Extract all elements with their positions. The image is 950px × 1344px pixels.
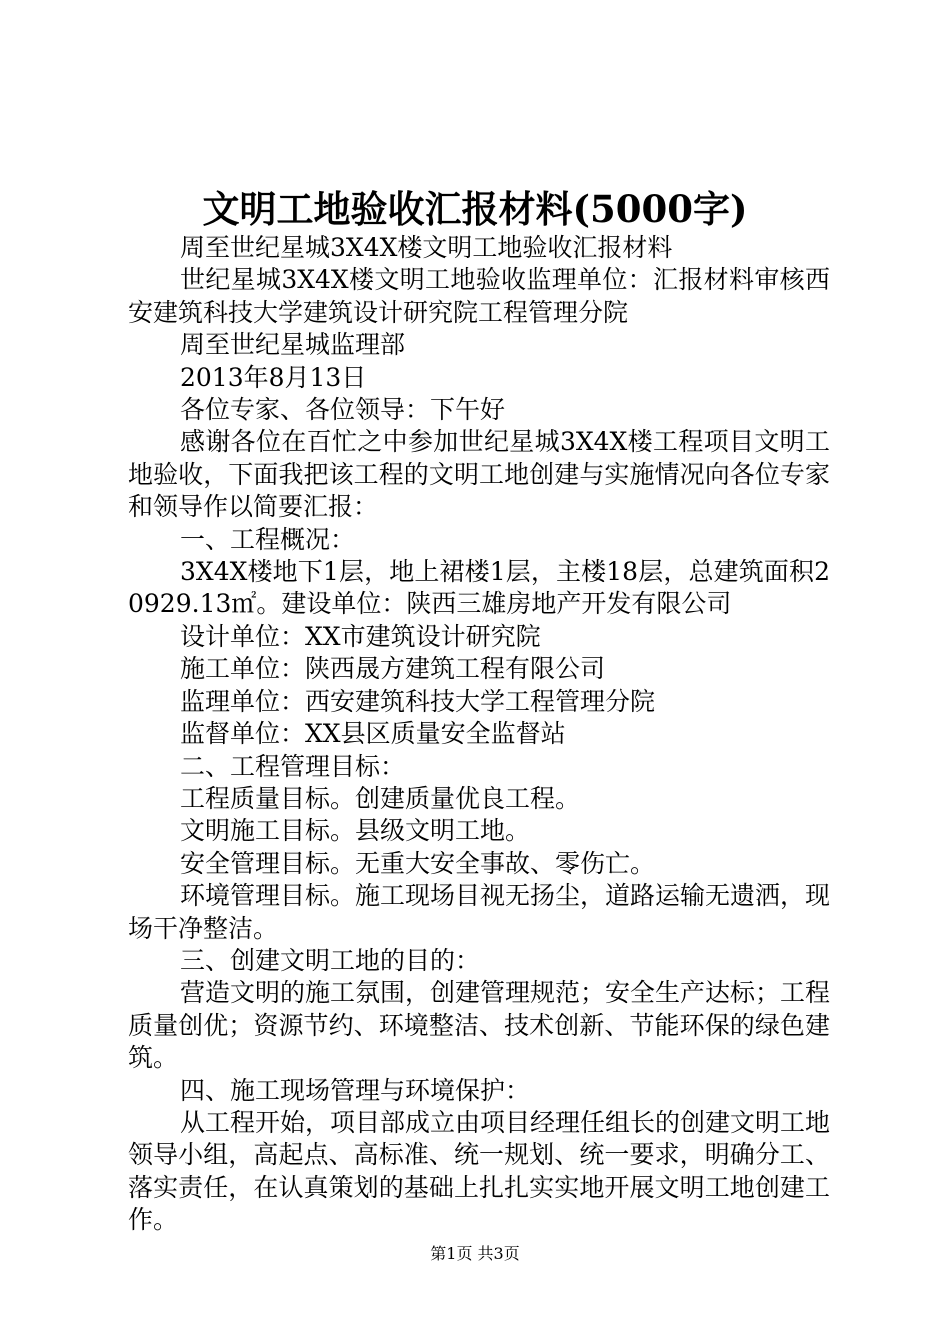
paragraph-date: 2013年8月13日 (180, 362, 367, 392)
page-footer: 第1页 共3页 (430, 1244, 520, 1263)
paragraph-building-info: 3X4X楼地下1层，地上裙楼1层，主楼18层，总建筑面积20929.13㎡。建设单位：陕西三雄房地产开发有限公司 (128, 557, 830, 619)
paragraph-purpose: 营造文明的施工氛围，创建管理规范；安全生产达标；工程质量创优；资源节约、环境整洁、技术创新、节能环保的绿色建筑。 (128, 978, 831, 1073)
paragraph-environment-goal: 环境管理目标。施工现场目视无扬尘，道路运输无遗洒，现场干净整洁。 (128, 881, 831, 943)
section-heading-purpose: 三、创建文明工地的目的： (180, 945, 481, 975)
paragraph-project-name: 周至世纪星城3X4X楼文明工地验收汇报材料 (180, 233, 673, 262)
document-title: 文明工地验收汇报材料(5000字) (202, 187, 748, 231)
paragraph-supervision-unit: 监理单位：西安建筑科技大学工程管理分院 (180, 686, 656, 716)
paragraph-quality-goal: 工程质量目标。创建质量优良工程。 (180, 783, 581, 813)
paragraph-civil-goal: 文明施工目标。县级文明工地。 (180, 816, 531, 846)
section-heading-goals: 二、工程管理目标： (180, 751, 406, 781)
section-heading-site-management: 四、施工现场管理与环境保护： (180, 1075, 531, 1105)
paragraph-site-management: 从工程开始，项目部成立由项目经理任组长的创建文明工地领导小组，高起点、高标准、统一规划、统一要求，明确分工、落实责任，在认真策划的基础上扎扎实实地开展文明工地创建工作。 (128, 1107, 831, 1235)
document-body (128, 232, 830, 1237)
paragraph-inspection-unit: 监督单位：XX县区质量安全监督站 (180, 719, 566, 749)
paragraph-supervision-dept: 周至世纪星城监理部 (180, 330, 406, 360)
section-heading-overview: 一、工程概况： (180, 524, 356, 554)
paragraph-design-unit: 设计单位：XX市建筑设计研究院 (180, 621, 541, 651)
paragraph-intro: 感谢各位在百忙之中参加世纪星城3X4X楼工程项目文明工地验收，下面我把该工程的文明工地创建与实施情况向各位专家和领导作以简要汇报： (128, 427, 830, 522)
paragraph-construction-unit: 施工单位：陕西晟方建筑工程有限公司 (180, 654, 606, 684)
paragraph-safety-goal: 安全管理目标。无重大安全事故、零伤亡。 (180, 848, 656, 878)
paragraph-supervisor-unit: 世纪星城3X4X楼文明工地验收监理单位：汇报材料审核西安建筑科技大学建筑设计研究院工程管理分院 (128, 265, 830, 327)
paragraph-greeting: 各位专家、各位领导：下午好 (180, 395, 506, 425)
